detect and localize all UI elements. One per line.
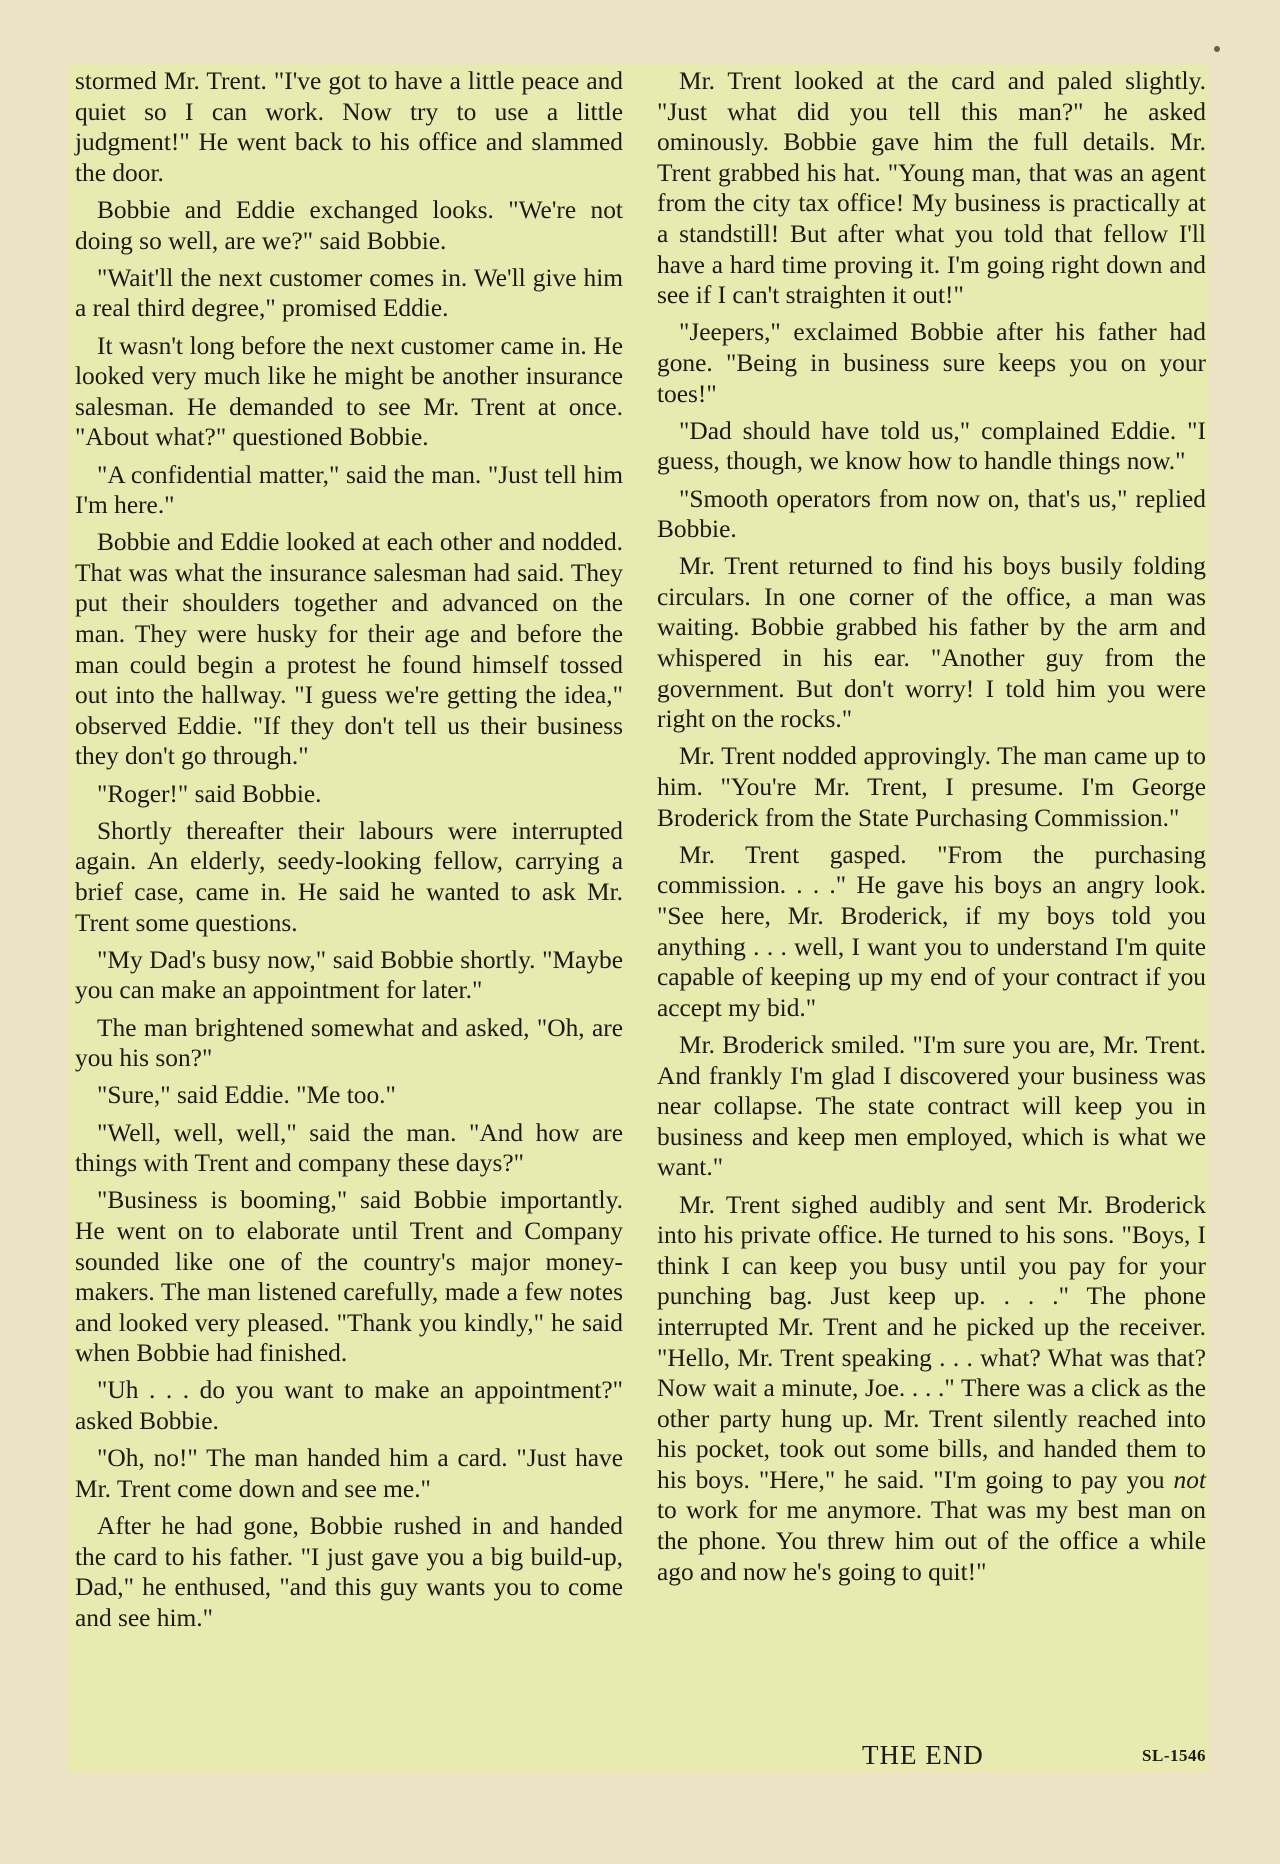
right-column	[657, 66, 1206, 1594]
paragraph: "Sure," said Eddie. "Me too."	[97, 1081, 396, 1110]
emphasis-text: not	[1173, 1465, 1206, 1494]
paragraph: "Jeepers," exclaimed Bobbie after his father had gone. "Being in business sure keeps you on your toes!"	[657, 318, 1206, 408]
paragraph: "A confidential matter," said the man. "Just tell him I'm here."	[75, 460, 623, 520]
paragraph: "Business is booming," said Bobbie importantly. He went on to elaborate until Trent and Company sounded like one of the country's major money-makers. The man listened carefully, made a few notes and looked very pleased. "Thank you kindly," he said when Bobbie had finished.	[75, 1186, 623, 1368]
paragraph: "Smooth operators from now on, that's us," replied Bobbie.	[657, 484, 1206, 544]
paragraph: "Uh . . . do you want to make an appointment?" asked Bobbie.	[75, 1376, 623, 1436]
paragraph: Mr. Trent returned to find his boys busily folding circulars. In one corner of the office, a man was waiting. Bobbie grabbed his father by the arm and whispered in his ear. "Another guy from the government. But don't worry! I told him you were right on the rocks."	[657, 552, 1206, 734]
paragraph: Bobbie and Eddie exchanged looks. "We're not doing so well, are we?" said Bobbie.	[75, 195, 623, 255]
paragraph: Mr. Trent nodded approvingly. The man came up to him. "You're Mr. Trent, I presume. I'm George Broderick from the State Purchasing Commission."	[657, 742, 1206, 832]
paragraph: "Well, well, well," said the man. "And how are things with Trent and company these days?"	[75, 1118, 623, 1178]
paragraph: Mr. Trent looked at the card and paled slightly. "Just what did you tell this man?" he asked ominously. Bobbie gave him the full details. Mr. Trent grabbed his hat. "Young man, that was an agent from the city tax office! My business is practically at a standstill! But after what you told that fellow I'll have a hard time proving it. I'm going right down and see if I can't straighten it out!"	[657, 67, 1206, 310]
story-code: SL-1546	[1142, 1746, 1206, 1765]
the-end-label: THE END	[862, 1740, 984, 1770]
paragraph: Mr. Trent gasped. "From the purchasing commission. . . ." He gave his boys an angry look. "See here, Mr. Broderick, if my boys told you anything . . . well, I want you to understand I'm quite capable of keeping up my end of your contract if you accept my bid."	[657, 840, 1206, 1022]
left-column	[75, 66, 623, 1640]
paragraph	[657, 1190, 1206, 1588]
paragraph: stormed Mr. Trent. "I've got to have a little peace and quiet so I can work. Now try to use a little judgment!" He went back to his office and slammed the door.	[75, 67, 623, 187]
paragraph: Mr. Broderick smiled. "I'm sure you are, Mr. Trent. And frankly I'm glad I discovered your business was near collapse. The state contract will keep you in business and keep men employed, which is what we want."	[657, 1030, 1206, 1182]
paragraph: "Roger!" said Bobbie.	[97, 779, 322, 808]
story-footer	[657, 1740, 1206, 1772]
paragraph: Shortly thereafter their labours were interrupted again. An elderly, seedy-looking fellow, carrying a brief case, came in. He said he wanted to ask Mr. Trent some questions.	[75, 816, 623, 937]
page-mark	[1214, 46, 1220, 52]
paragraph: Bobbie and Eddie looked at each other and nodded. That was what the insurance salesman had said. They put their shoulders together and advanced on the man. They were husky for their age and before the man could begin a protest he found himself tossed out into the hallway. "I guess we're getting the idea," observed Eddie. "If they don't tell us their business they don't go through."	[75, 528, 623, 771]
paragraph-text: to work for me anymore. That was my best man on the phone. You threw him out of the office a while ago and now he's going to quit!"	[657, 1496, 1206, 1586]
paragraph: After he had gone, Bobbie rushed in and handed the card to his father. "I just gave you a big build-up, Dad," he enthused, "and this guy wants you to come and see him."	[75, 1512, 623, 1632]
paragraph-text: Mr. Trent sighed audibly and sent Mr. Broderick into his private office. He turned to his sons. "Boys, I think I can keep you busy until you pay for your punching bag. Just keep up. . . ." The phone interrupted Mr. Trent and he picked up the receiver. "Hello, Mr. Trent speaking . . . what? What was that? Now wait a minute, Joe. . . ." There was a click as the other party hung up. Mr. Trent silently reached into his pocket, took out some bills, and handed them to his boys. "Here," he said. "I'm going to pay you	[657, 1190, 1206, 1494]
paragraph: "Oh, no!" The man handed him a card. "Just have Mr. Trent come down and see me."	[75, 1444, 623, 1503]
paragraph: "Dad should have told us," complained Eddie. "I guess, though, we know how to handle things now."	[657, 416, 1206, 476]
paragraph: It wasn't long before the next customer came in. He looked very much like he might be another insurance salesman. He demanded to see Mr. Trent at once. "About what?" questioned Bobbie.	[75, 331, 623, 452]
paragraph: "My Dad's busy now," said Bobbie shortly. "Maybe you can make an appointment for later."	[75, 945, 623, 1005]
paragraph: "Wait'll the next customer comes in. We'll give him a real third degree," promised Eddie.	[75, 263, 623, 323]
paragraph: The man brightened somewhat and asked, "Oh, are you his son?"	[75, 1013, 623, 1073]
